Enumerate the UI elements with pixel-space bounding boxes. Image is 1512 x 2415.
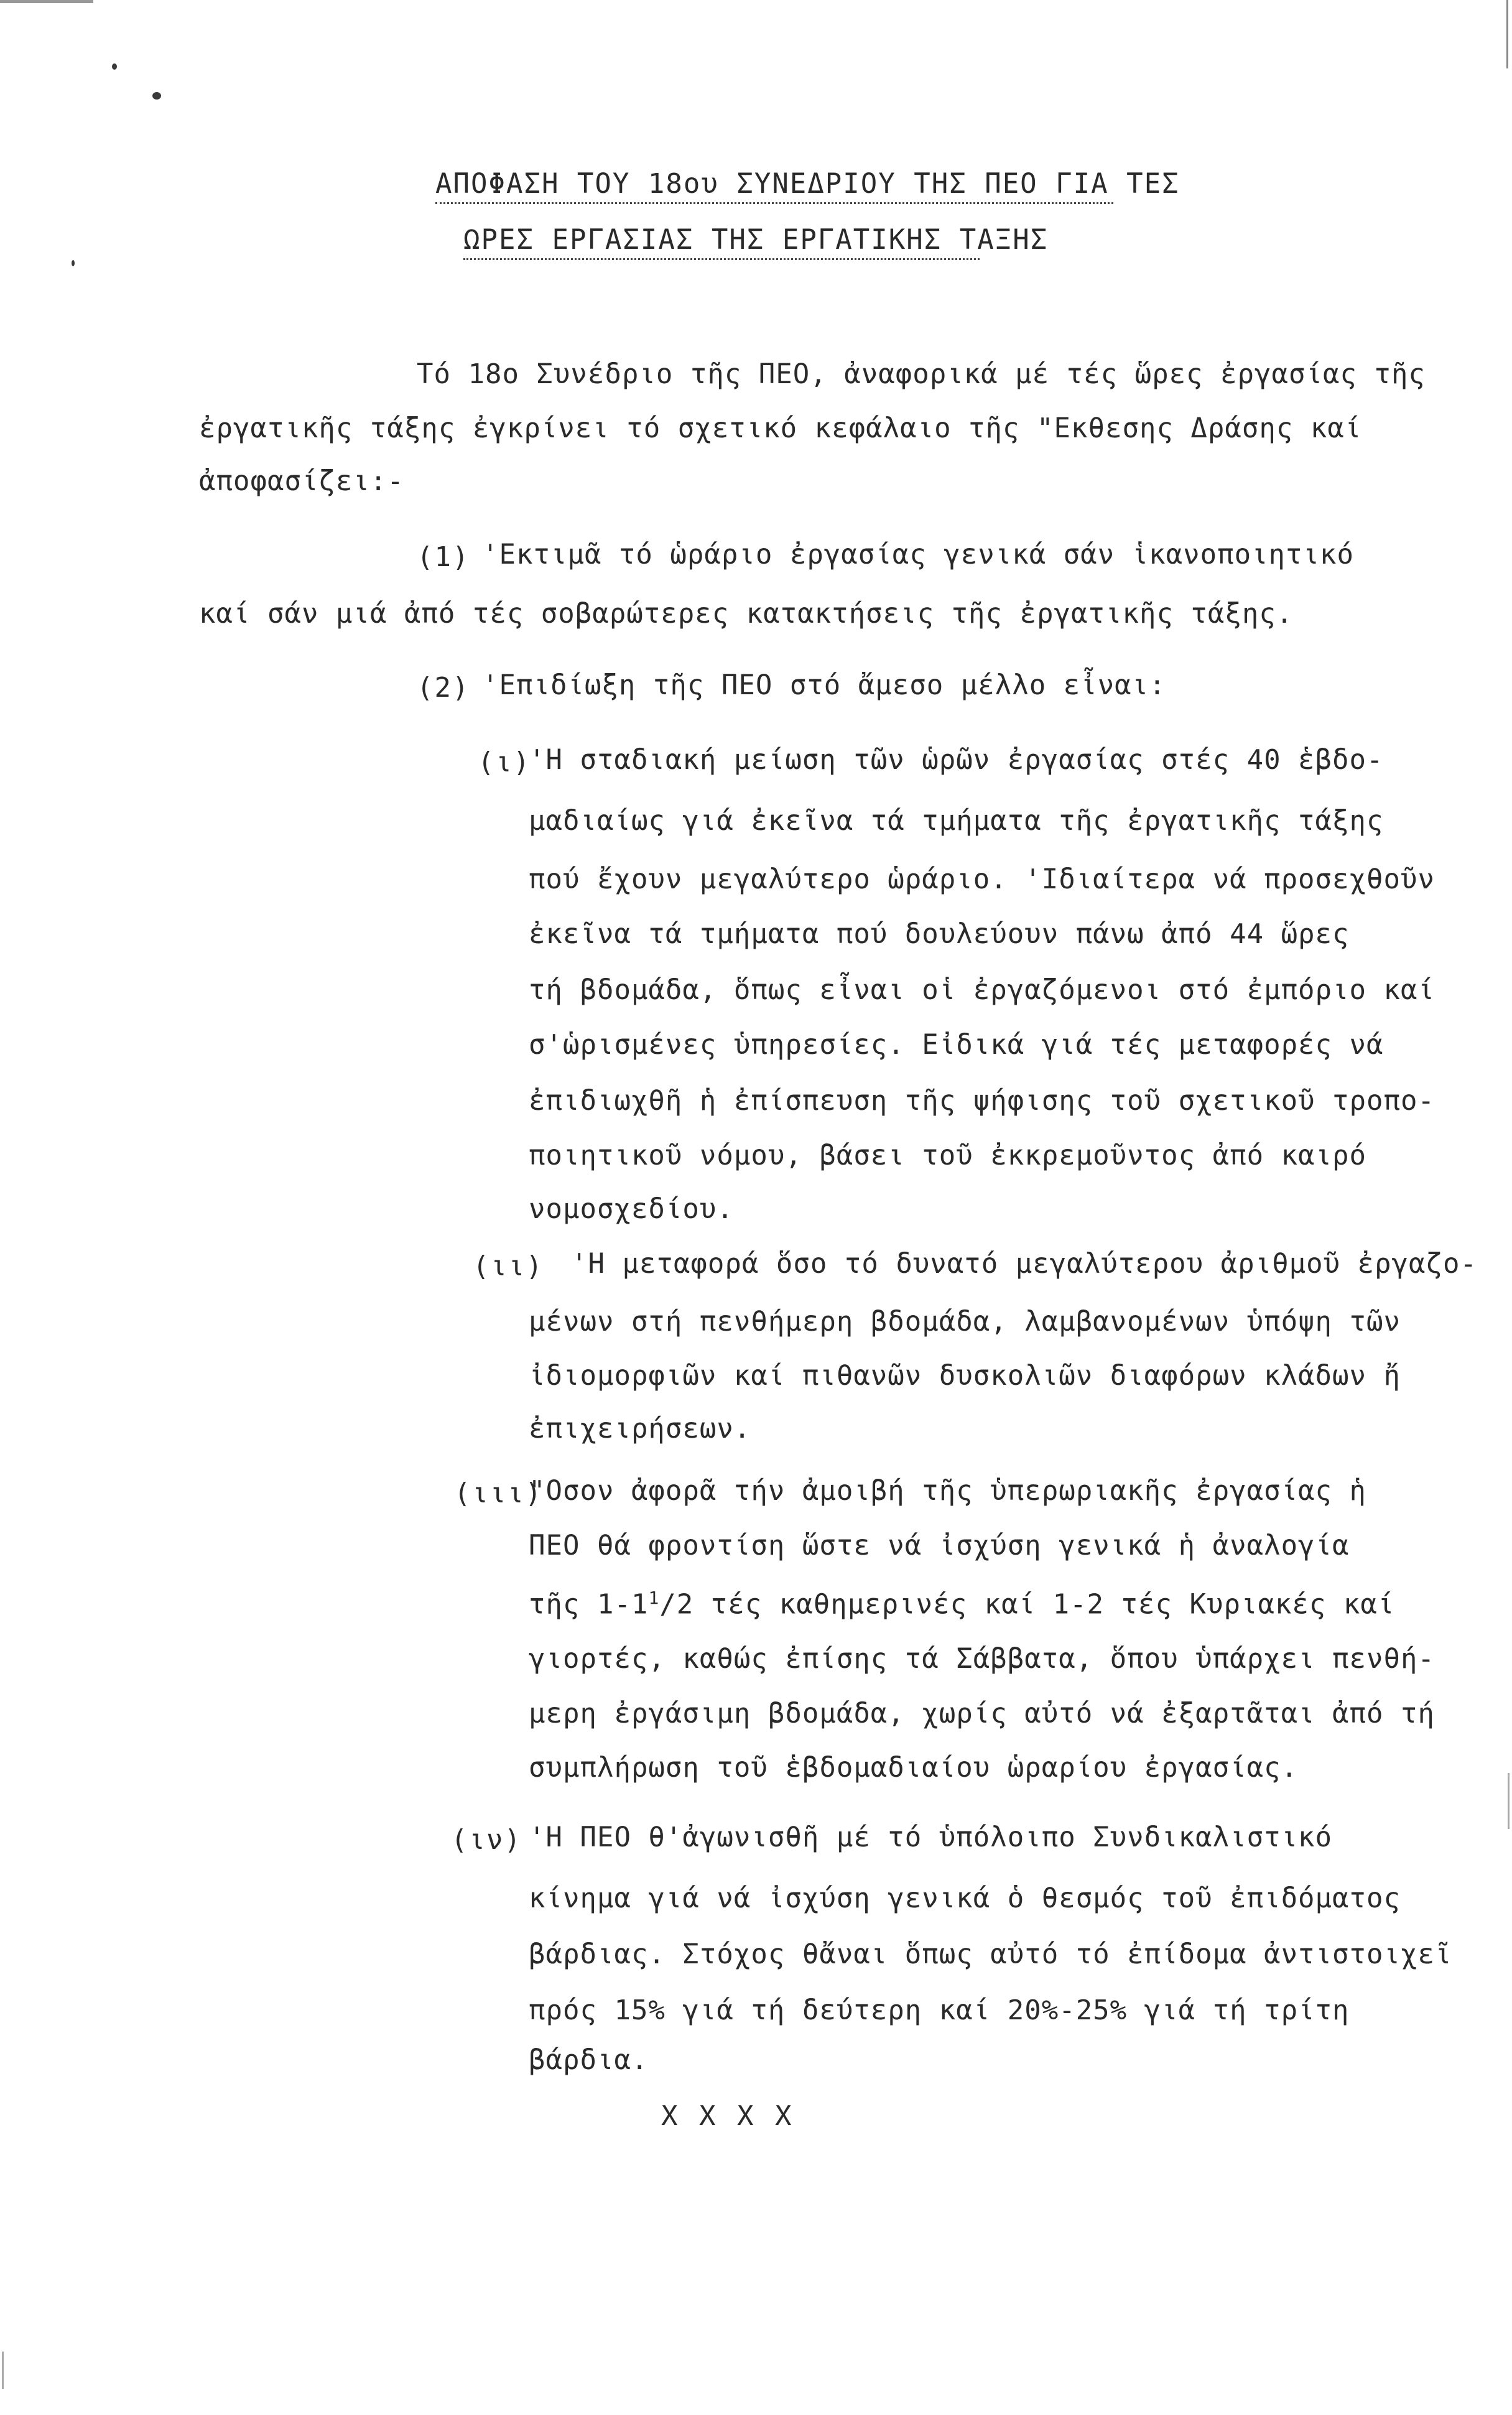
scan-edge-top-left — [0, 0, 93, 3]
subpoint-3-line: "Οσον ἀφορᾶ τήν ἀμοιβή τῆς ὑπερωριακῆς ἐργασίας ἡ — [529, 1475, 1367, 1507]
fraction-superscript: 1 — [648, 1588, 660, 1608]
subpoint-1-line: τή βδομάδα, ὅπως εἶναι οἱ ἐργαζόμενοι στό ἐμπόριο καί — [529, 974, 1435, 1006]
point-1-line: 'Εκτιμᾶ τό ὡράριο ἐργασίας γενικά σάν ἱκανοποιητικό — [482, 539, 1355, 570]
point-2-number: (2) — [417, 672, 470, 704]
intro-line: ἀποφασίζει:- — [199, 465, 404, 497]
subpoint-2-line: ἰδιομορφιῶν καί πιθανῶν δυσκολιῶν διαφόρων κλάδων ἤ — [529, 1360, 1401, 1392]
subpoint-2-line: ἐπιχειρήσεων. — [529, 1413, 751, 1445]
subpoint-3-line: συμπλήρωση τοῦ ἑβδομαδιαίου ὡραρίου ἐργασίας. — [529, 1752, 1299, 1784]
subpoint-3-fraction-line — [529, 1589, 1394, 1619]
subpoint-1-line: ποιητικοῦ νόμου, βάσει τοῦ ἐκκρεμοῦντος ἀπό καιρό — [529, 1140, 1367, 1171]
subpoint-3-line: μερη ἐργάσιμη βδομάδα, χωρίς αὐτό νά ἐξαρτᾶται ἀπό τή — [529, 1698, 1435, 1729]
subpoint-1-line: μαδιαίως γιά ἐκεῖνα τά τμήματα τῆς ἐργατικῆς τάξης — [529, 805, 1384, 837]
subpoint-1-line: ἐπιδιωχθῆ ἡ ἐπίσπευση τῆς ψήφισης τοῦ σχετικοῦ τροπο- — [529, 1085, 1435, 1117]
subpoint-3-line-rest: /2 τές καθημερινές καί 1-2 τές Κυριακές καί — [659, 1588, 1395, 1621]
document-title-line-2: ΩΡΕΣ ΕΡΓΑΣΙΑΣ ΤΗΣ ΕΡΓΑΤΙΚΗΣ ΤΑΞΗΣ — [463, 224, 980, 260]
scan-speck — [112, 63, 117, 70]
subpoint-3-line: ΠΕΟ θά φροντίση ὥστε νά ἰσχύση γενικά ἡ ἀναλογία — [529, 1530, 1350, 1561]
subpoint-2-line: 'Η μεταφορά ὅσο τό δυνατό μεγαλύτερου ἀριθμοῦ ἐργαζο- — [571, 1248, 1477, 1280]
subpoint-2-line: μένων στή πενθήμερη βδομάδα, λαμβανομένων ὑπόψη τῶν — [529, 1306, 1401, 1338]
point-1-line: καί σάν μιά ἀπό τές σοβαρώτερες κατακτήσεις τῆς ἐργατικῆς τάξης. — [199, 598, 1294, 630]
subpoint-1-line: νομοσχεδίου. — [529, 1193, 734, 1225]
subpoint-1-line: πού ἔχουν μεγαλύτερο ὡράριο. 'Ιδιαίτερα νά προσεχθοῦν — [529, 863, 1435, 895]
subpoint-3-number: (ιιι) — [454, 1477, 543, 1509]
point-1-number: (1) — [417, 541, 470, 573]
point-2-line: 'Επιδίωξη τῆς ΠΕΟ στό ἄμεσο μέλλο εἶναι: — [482, 669, 1166, 701]
scan-edge-right — [1508, 1773, 1510, 1829]
subpoint-4-line: βάρδιας. Στόχος θἄναι ὅπως αὐτό τό ἐπίδομα ἀντιστοιχεῖ — [529, 1938, 1452, 1970]
subpoint-3-line: γιορτές, καθώς ἐπίσης τά Σάββατα, ὅπου ὑπάρχει πενθή- — [529, 1643, 1435, 1675]
subpoint-1-number: (ι) — [478, 747, 531, 778]
subpoint-2-number: (ιι) — [473, 1250, 544, 1282]
subpoint-4-line: πρός 15% γιά τή δεύτερη καί 20%-25% γιά τή τρίτη — [529, 1994, 1350, 2026]
intro-line: ἐργατικῆς τάξης ἐγκρίνει τό σχετικό κεφάλαιο τῆς "Εκθεσης Δράσης καί — [199, 412, 1362, 444]
subpoint-4-number: (ιν) — [451, 1824, 522, 1856]
subpoint-1-line: σ'ὡρισμένες ὑπηρεσίες. Εἰδικά γιά τές μεταφορές νά — [529, 1029, 1384, 1061]
subpoint-4-line: βάρδια. — [529, 2044, 649, 2076]
subpoint-4-line: κίνημα γιά νά ἰσχύση γενικά ὁ θεσμός τοῦ ἐπιδόματος — [529, 1882, 1401, 1914]
document-title-line-1: ΑΠΟΦΑΣΗ ΤΟΥ 18ου ΣΥΝΕΔΡΙΟΥ ΤΗΣ ΠΕΟ ΓΙΑ ΤΕΣ — [435, 168, 1113, 204]
subpoint-1-line: ἐκεῖνα τά τμήματα πού δουλεύουν πάνω ἀπό 44 ὥρες — [529, 918, 1350, 950]
subpoint-1-line: 'Η σταδιακή μείωση τῶν ὡρῶν ἐργασίας στές 40 ἑβδο- — [529, 744, 1384, 776]
closing-marks: X X X X — [661, 2100, 794, 2132]
scan-speck — [72, 260, 75, 266]
scan-speck — [152, 92, 161, 100]
subpoint-4-line: 'Η ΠΕΟ θ'ἀγωνισθῆ μέ τό ὑπόλοιπο Συνδικαλιστικό — [529, 1822, 1333, 1853]
scan-edge-right — [1506, 0, 1508, 68]
subpoint-3-line-start: τῆς 1-1 — [529, 1588, 649, 1621]
intro-line: Τό 18ο Συνέδριο τῆς ΠΕΟ, ἀναφορικά μέ τές ὥρες ἐργασίας τῆς — [417, 358, 1426, 390]
scan-edge-left — [2, 2352, 4, 2389]
